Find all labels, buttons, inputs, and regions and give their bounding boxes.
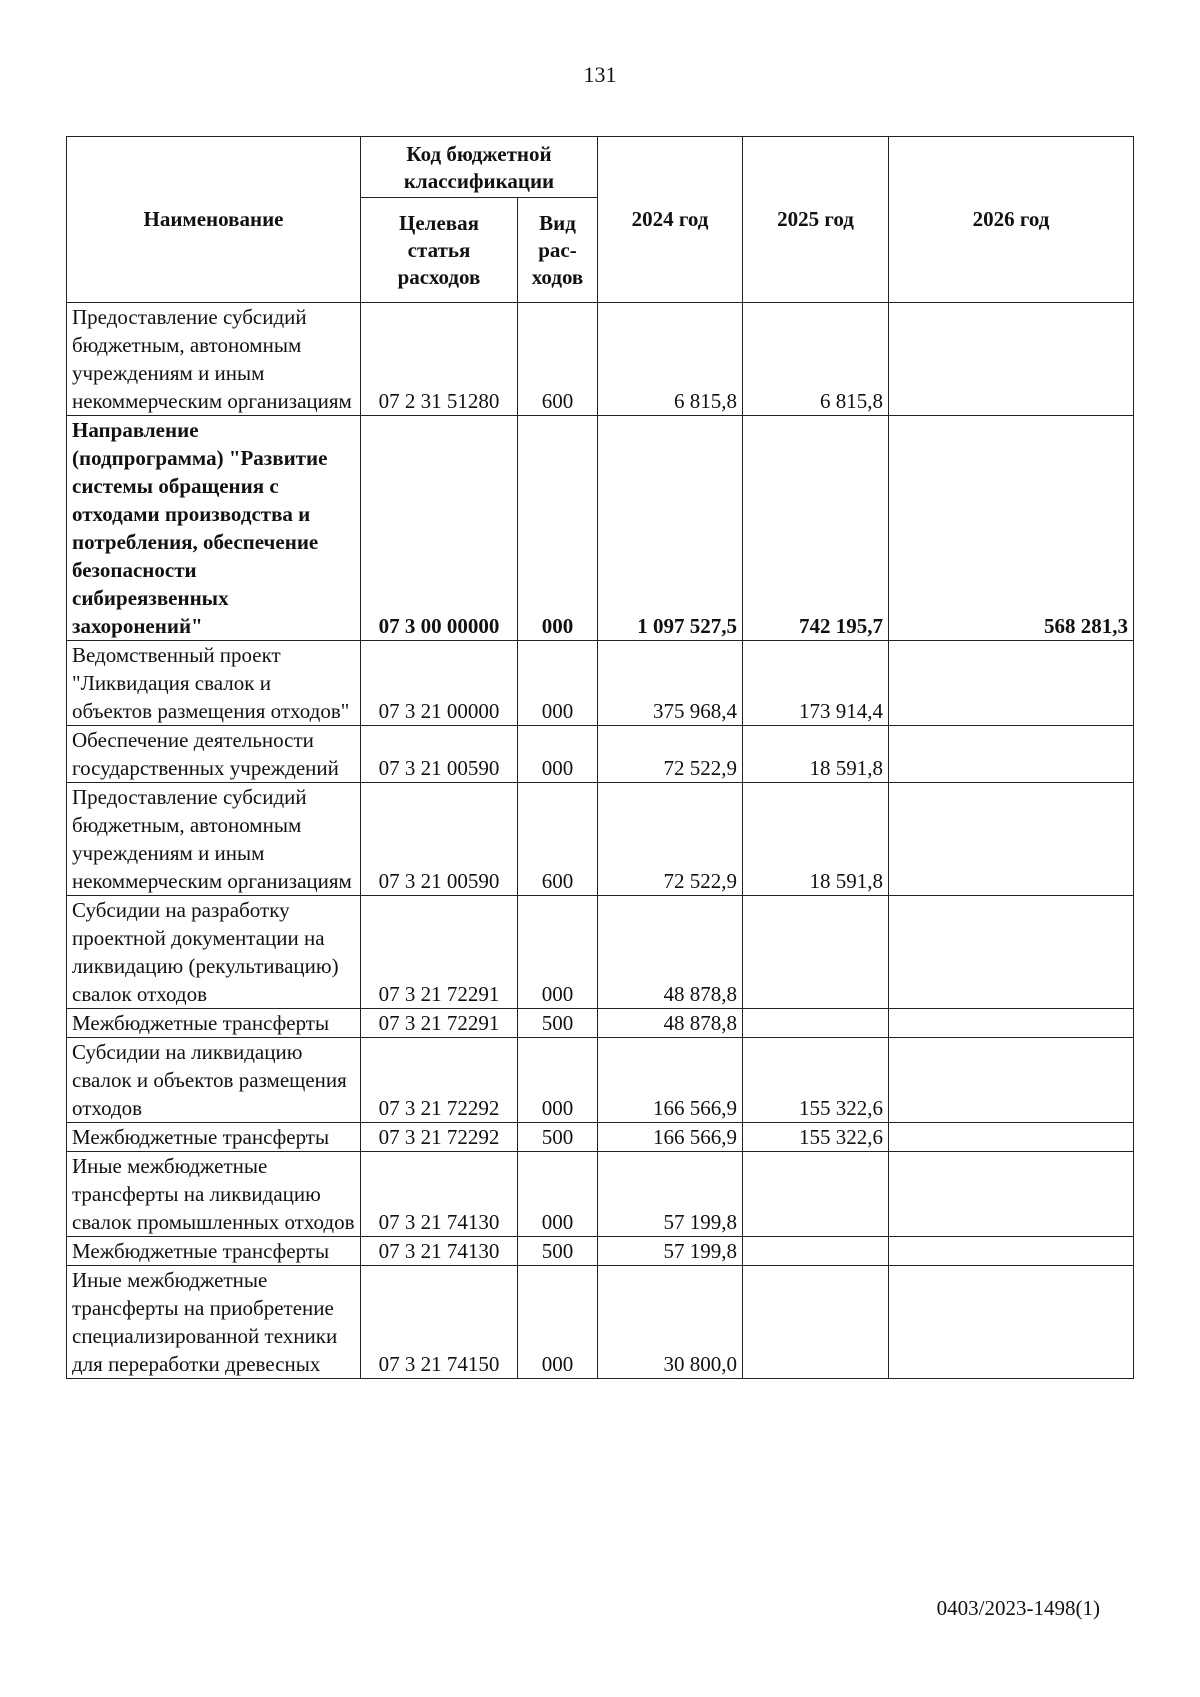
row-target-code: 07 3 21 72291 (361, 896, 518, 1009)
row-expense-kind: 000 (518, 1152, 598, 1237)
row-name: Обеспечение деятельности государственных учреждений (67, 726, 361, 783)
row-target-code: 07 3 21 74130 (361, 1237, 518, 1266)
document-number: 0403/2023-1498(1) (936, 1596, 1100, 1620)
row-name: Иные межбюджетные трансферты на приобретение специализированной техники для переработки древесных (67, 1266, 361, 1379)
row-expense-kind: 500 (518, 1009, 598, 1038)
row-target-code: 07 3 21 00590 (361, 726, 518, 783)
table-row (67, 1038, 1134, 1123)
header-name: Наименование (67, 137, 361, 303)
row-target-code: 07 3 21 74150 (361, 1266, 518, 1379)
row-value-2026 (889, 1266, 1134, 1379)
row-target-code: 07 3 21 72292 (361, 1123, 518, 1152)
row-value-2024: 57 199,8 (598, 1237, 743, 1266)
row-value-2026 (889, 726, 1134, 783)
row-value-2026 (889, 783, 1134, 896)
row-name: Субсидии на ликвидацию свалок и объектов размещения отходов (67, 1038, 361, 1123)
row-expense-kind: 600 (518, 783, 598, 896)
row-value-2024: 6 815,8 (598, 303, 743, 416)
row-target-code: 07 2 31 51280 (361, 303, 518, 416)
header-row (67, 137, 1134, 198)
row-value-2026 (889, 1123, 1134, 1152)
table-row (67, 641, 1134, 726)
table-row (67, 303, 1134, 416)
row-name: Межбюджетные трансферты (67, 1123, 361, 1152)
table-row (67, 1009, 1134, 1038)
budget-table (66, 136, 1134, 1379)
table-row (67, 896, 1134, 1009)
row-value-2024: 72 522,9 (598, 783, 743, 896)
row-target-code: 07 3 21 00000 (361, 641, 518, 726)
table-row (67, 1123, 1134, 1152)
row-name: Направление (подпрограмма) "Развитие системы обращения с отходами производства и потребления, обеспечение безопасности сибиреязвенных захоронений" (67, 416, 361, 641)
row-value-2026 (889, 303, 1134, 416)
row-name: Предоставление субсидий бюджетным, автономным учреждениям и иным некоммерческим организациям (67, 303, 361, 416)
table-row (67, 416, 1134, 641)
header-kind: Вид рас-ходов (518, 198, 598, 303)
row-name: Ведомственный проект "Ликвидация свалок и объектов размещения отходов" (67, 641, 361, 726)
row-expense-kind: 000 (518, 1038, 598, 1123)
row-value-2024: 375 968,4 (598, 641, 743, 726)
header-target: Целевая статья расходов (361, 198, 518, 303)
row-value-2025 (743, 1009, 889, 1038)
row-value-2025: 18 591,8 (743, 783, 889, 896)
row-expense-kind: 600 (518, 303, 598, 416)
header-code-group: Код бюджетной классификации (361, 137, 598, 198)
row-value-2024: 166 566,9 (598, 1038, 743, 1123)
row-target-code: 07 3 21 72292 (361, 1038, 518, 1123)
header-2024: 2024 год (598, 137, 743, 303)
row-value-2025: 173 914,4 (743, 641, 889, 726)
page-number: 131 (583, 62, 617, 87)
row-value-2024: 30 800,0 (598, 1266, 743, 1379)
row-name: Межбюджетные трансферты (67, 1237, 361, 1266)
row-value-2026 (889, 1152, 1134, 1237)
table-row (67, 1152, 1134, 1237)
row-name: Иные межбюджетные трансферты на ликвидацию свалок промышленных отходов (67, 1152, 361, 1237)
row-value-2026 (889, 896, 1134, 1009)
row-value-2024: 48 878,8 (598, 1009, 743, 1038)
row-value-2025: 155 322,6 (743, 1038, 889, 1123)
row-target-code: 07 3 21 00590 (361, 783, 518, 896)
row-target-code: 07 3 21 74130 (361, 1152, 518, 1237)
row-expense-kind: 500 (518, 1123, 598, 1152)
row-expense-kind: 000 (518, 726, 598, 783)
row-value-2026 (889, 1009, 1134, 1038)
row-expense-kind: 000 (518, 896, 598, 1009)
row-value-2024: 72 522,9 (598, 726, 743, 783)
row-name: Субсидии на разработку проектной документации на ликвидацию (рекультивацию) свалок отходов (67, 896, 361, 1009)
row-value-2026 (889, 1237, 1134, 1266)
row-value-2026 (889, 641, 1134, 726)
row-expense-kind: 000 (518, 641, 598, 726)
row-target-code: 07 3 21 72291 (361, 1009, 518, 1038)
row-name: Межбюджетные трансферты (67, 1009, 361, 1038)
header-2025: 2025 год (743, 137, 889, 303)
row-value-2024: 166 566,9 (598, 1123, 743, 1152)
row-expense-kind: 000 (518, 1266, 598, 1379)
table-row (67, 726, 1134, 783)
row-target-code: 07 3 00 00000 (361, 416, 518, 641)
row-value-2025 (743, 1266, 889, 1379)
row-value-2025 (743, 1237, 889, 1266)
row-name: Предоставление субсидий бюджетным, автономным учреждениям и иным некоммерческим организациям (67, 783, 361, 896)
row-value-2025: 6 815,8 (743, 303, 889, 416)
row-expense-kind: 000 (518, 416, 598, 641)
row-value-2026: 568 281,3 (889, 416, 1134, 641)
row-expense-kind: 500 (518, 1237, 598, 1266)
row-value-2025: 155 322,6 (743, 1123, 889, 1152)
table-row (67, 783, 1134, 896)
table-row (67, 1266, 1134, 1379)
header-2026: 2026 год (889, 137, 1134, 303)
row-value-2024: 48 878,8 (598, 896, 743, 1009)
row-value-2025 (743, 896, 889, 1009)
table-body (67, 303, 1134, 1379)
row-value-2025: 742 195,7 (743, 416, 889, 641)
row-value-2024: 1 097 527,5 (598, 416, 743, 641)
row-value-2025 (743, 1152, 889, 1237)
row-value-2026 (889, 1038, 1134, 1123)
table-row (67, 1237, 1134, 1266)
row-value-2024: 57 199,8 (598, 1152, 743, 1237)
row-value-2025: 18 591,8 (743, 726, 889, 783)
